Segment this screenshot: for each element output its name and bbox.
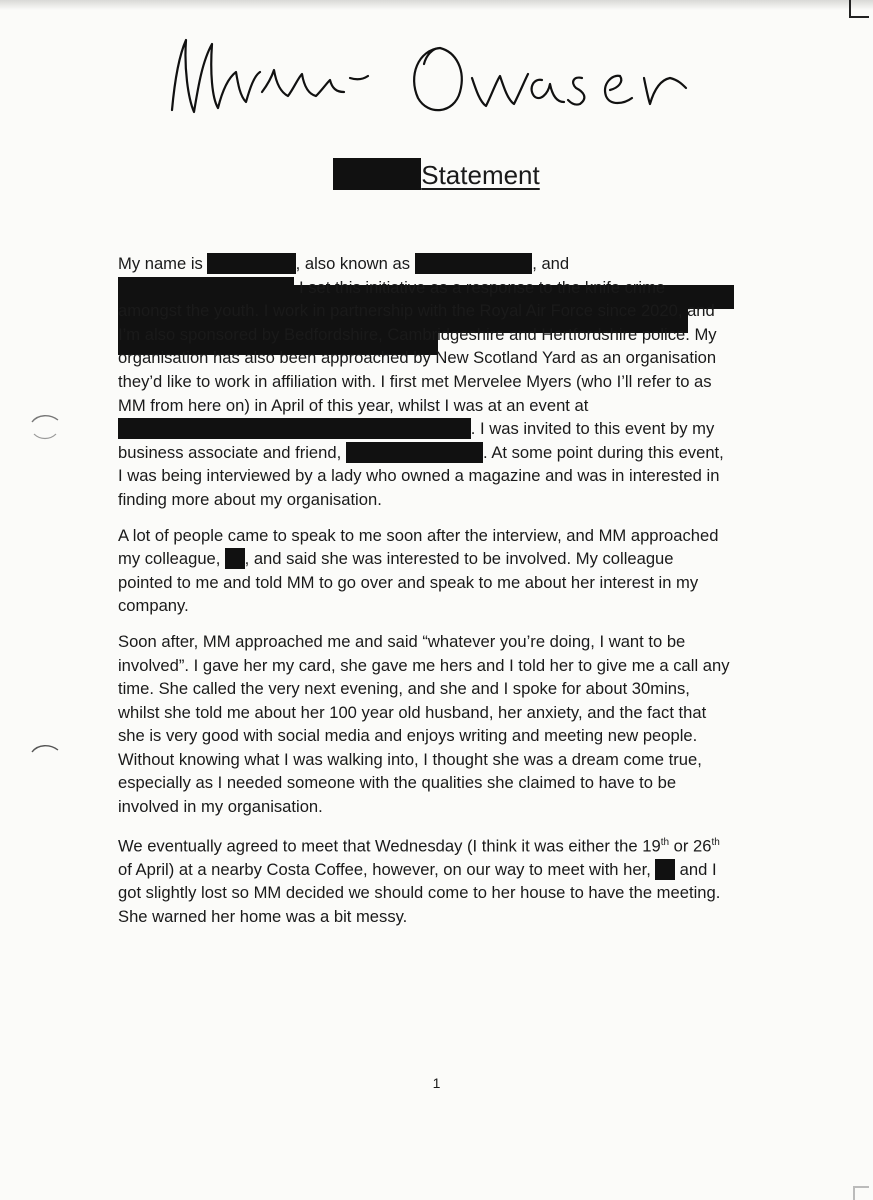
redacted-text xyxy=(415,253,533,274)
handwritten-signature xyxy=(150,18,730,128)
statement-text: , and xyxy=(532,254,570,273)
statement-text: of April) at a nearby Costa Coffee, however, on our way to meet with her, xyxy=(118,859,656,879)
statement-text: . At some point during this event, I was being interviewed by a lady who owned a magazine and was in interested in finding more about my organisation. xyxy=(118,442,724,509)
punch-hole-mark-top xyxy=(28,408,62,444)
redacted-text xyxy=(346,442,483,463)
redacted-title-prefix xyxy=(333,158,421,190)
scan-corner-mark xyxy=(849,0,869,18)
ordinal-suffix: th xyxy=(711,836,720,848)
statement-text: and I got slightly lost so MM decided we should come to her house to have the meeting. She warned her home was a bit messy. xyxy=(118,859,721,926)
redacted-text xyxy=(207,253,295,274)
statement-paragraph xyxy=(118,630,730,819)
statement-paragraph xyxy=(118,831,730,929)
scan-corner-mark-bottom xyxy=(853,1186,869,1200)
page-title: Statement xyxy=(421,160,540,190)
statement-text: My name is xyxy=(118,254,208,273)
statement-text: , also known as xyxy=(295,254,415,273)
redacted-text xyxy=(655,859,675,880)
statement-text: . I was invited to this event by my business associate and friend, xyxy=(118,419,715,462)
statement-text: or 26 xyxy=(669,836,712,856)
statement-text: I set this initiative as a response to the knife crime amongst the youth. I work in partnership with the Royal Air Force since 2020, and I’m also sponsored by Bedfordshire, Cambridgeshire and Hertfordshire police. My organisation has also been approached by New Scotland Yard as an organisation they’d like to work in affiliation with. I first met Mervelee Myers (who I’ll refer to as MM from here on) in April of this year, whilst I was at an event at xyxy=(118,277,717,415)
redacted-text xyxy=(225,548,245,569)
punch-hole-mark-bottom xyxy=(28,738,62,762)
redacted-text xyxy=(118,277,294,298)
statement-text: We eventually agreed to meet that Wednesday (I think it was either the 19 xyxy=(118,836,661,856)
page-number: 1 xyxy=(432,1075,441,1091)
statement-text: , and said she was interested to be involved. My colleague pointed to me and told MM to go over and speak to me about her interest in my company. xyxy=(118,549,699,616)
statement-title xyxy=(0,158,873,191)
page-top-edge xyxy=(0,0,873,10)
statement-text: Soon after, MM approached me and said “whatever you’re doing, I want to be involved”. I gave her my card, she gave me hers and I told her to give me a call any time. She called the very next evening, and she and I spoke for about 30mins, whilst she told me about her 100 year old husband, her anxiety, and the fact that she is very good with social media and enjoys writing and meeting new people. Without knowing what I was walking into, I thought she was a dream come true, especially as I needed someone with the qualities she claimed to have to be involved in my organisation. xyxy=(118,631,730,817)
redacted-text xyxy=(118,418,471,439)
ordinal-suffix: th xyxy=(660,836,670,848)
statement-body xyxy=(118,252,730,941)
statement-text: A lot of people came to speak to me soon after the interview, and MM approached my colleague, xyxy=(118,525,719,569)
statement-paragraph xyxy=(118,252,730,512)
statement-paragraph xyxy=(118,524,730,618)
